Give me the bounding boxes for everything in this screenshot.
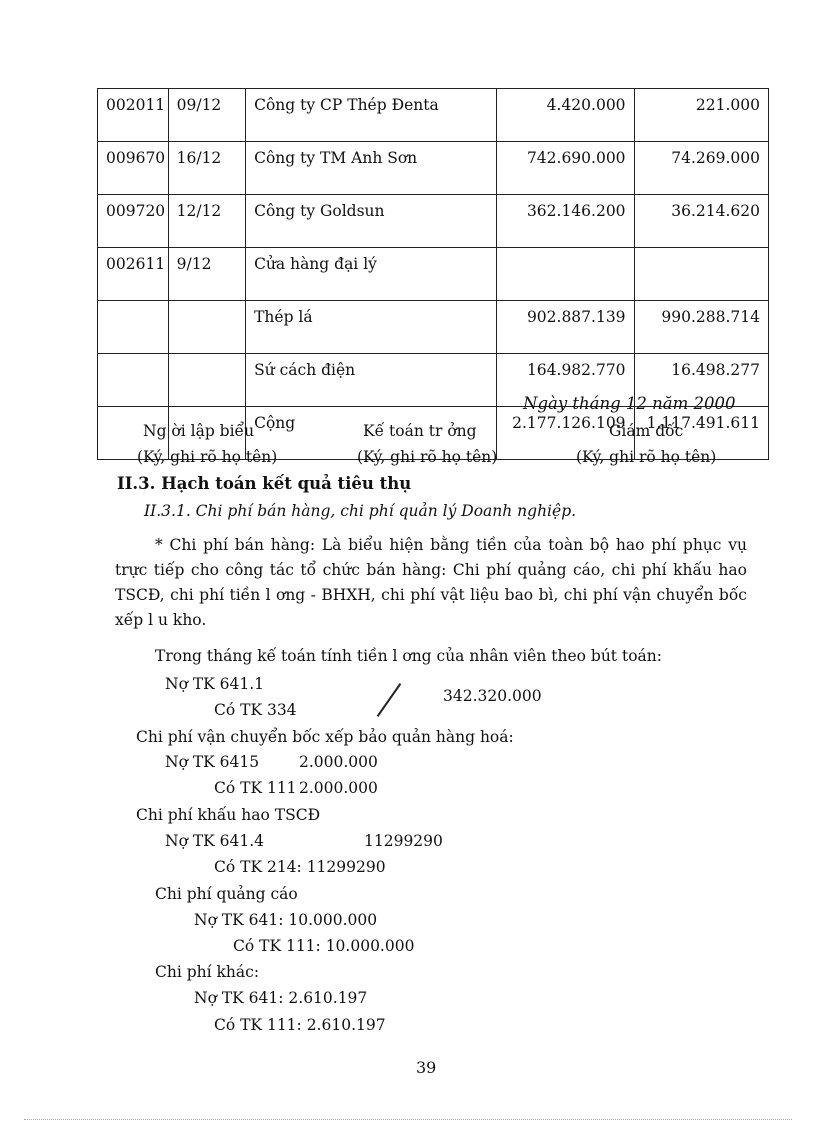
revenue-cell xyxy=(496,248,634,301)
tax-cell: 990.288.714 xyxy=(634,301,768,354)
accountant-title: Kế toán tr ởng xyxy=(363,422,477,440)
ads-debit: Nợ TK 641: 10.000.000 xyxy=(194,911,378,929)
invoice-date-cell: 9/12 xyxy=(168,248,245,301)
depreciation-debit: Nợ TK 641.4 xyxy=(165,832,265,850)
invoice-date-cell: 16/12 xyxy=(168,142,245,195)
page-bottom-border xyxy=(24,1119,792,1120)
other-debit: Nợ TK 641: 2.610.197 xyxy=(194,989,368,1007)
invoice-date-cell xyxy=(168,301,245,354)
invoice-number-cell: 009670 xyxy=(98,142,169,195)
depreciation-amount: 11299290 xyxy=(364,832,443,850)
revenue-cell: 742.690.000 xyxy=(496,142,634,195)
table-row xyxy=(98,248,769,301)
table-row xyxy=(98,301,769,354)
preparer-title: Ng ời lập biểu xyxy=(143,422,255,440)
tax-cell: 36.214.620 xyxy=(634,195,768,248)
section-heading: II.3. Hạch toán kết quả tiêu thụ xyxy=(117,474,412,493)
salary-amount: 342.320.000 xyxy=(443,687,542,705)
salary-intro: Trong tháng kế toán tính tiền l ơng của nhân viên theo bút toán: xyxy=(155,647,662,665)
director-signature-note: (Ký, ghi rõ họ tên) xyxy=(576,448,717,466)
invoice-date-cell xyxy=(168,354,245,407)
tax-total-cell: 1.117.491.611 xyxy=(634,407,768,460)
table-row xyxy=(98,142,769,195)
revenue-total-cell: 2.177.126.109 xyxy=(496,407,634,460)
customer-cell: Công ty Goldsun xyxy=(246,195,497,248)
tax-cell: 221.000 xyxy=(634,89,768,142)
ads-credit: Có TK 111: 10.000.000 xyxy=(233,937,415,955)
invoice-date-cell: 12/12 xyxy=(168,195,245,248)
other-title: Chi phí khác: xyxy=(155,963,260,981)
revenue-cell: 902.887.139 xyxy=(496,301,634,354)
ads-title: Chi phí quảng cáo xyxy=(155,885,298,903)
transport-debit-amount: 2.000.000 xyxy=(299,753,378,771)
invoice-number-cell xyxy=(98,354,169,407)
invoice-date-cell: 09/12 xyxy=(168,89,245,142)
page-number: 39 xyxy=(416,1058,437,1077)
tax-cell xyxy=(634,248,768,301)
director-title: Giám đốc xyxy=(609,422,684,440)
customer-cell: Sứ cách điện xyxy=(246,354,497,407)
salary-credit: Có TK 334 xyxy=(214,701,297,719)
depreciation-title: Chi phí khấu hao TSCĐ xyxy=(136,806,321,824)
invoice-number-cell: 002011 xyxy=(98,89,169,142)
depreciation-credit: Có TK 214: 11299290 xyxy=(214,858,386,876)
revenue-cell: 164.982.770 xyxy=(496,354,634,407)
tax-cell: 74.269.000 xyxy=(634,142,768,195)
invoice-number-cell xyxy=(98,301,169,354)
total-label-cell: Cộng xyxy=(246,407,497,460)
other-credit: Có TK 111: 2.610.197 xyxy=(214,1016,386,1034)
customer-cell: Công ty TM Anh Sơn xyxy=(246,142,497,195)
invoice-number-cell: 002611 xyxy=(98,248,169,301)
customer-cell: Cửa hàng đại lý xyxy=(246,248,497,301)
date-line: Ngày tháng 12 năm 2000 xyxy=(523,394,736,413)
preparer-signature-note: (Ký, ghi rõ họ tên) xyxy=(137,448,278,466)
transport-debit: Nợ TK 6415 xyxy=(165,753,260,771)
invoice-number-cell: 009720 xyxy=(98,195,169,248)
table-row xyxy=(98,195,769,248)
accountant-signature-note: (Ký, ghi rõ họ tên) xyxy=(357,448,498,466)
transport-title: Chi phí vận chuyển bốc xếp bảo quản hàng hoá: xyxy=(136,728,514,746)
salary-debit: Nợ TK 641.1 xyxy=(165,675,265,693)
slash-mark xyxy=(377,683,402,717)
revenue-cell: 362.146.200 xyxy=(496,195,634,248)
subsection-heading: II.3.1. Chi phí bán hàng, chi phí quản lý Doanh nghiệp. xyxy=(144,502,577,520)
transport-credit: Có TK 111 xyxy=(214,779,297,797)
tax-cell: 16.498.277 xyxy=(634,354,768,407)
selling-cost-paragraph: * Chi phí bán hàng: Là biểu hiện bằng tiền của toàn bộ hao phí phục vụ trực tiếp cho công tác tổ chức bán hàng: Chi phí quảng cáo, chi phí khấu hao TSCĐ, chi phí tiền l ơng - BHXH, chi phí vật liệu bao bì, chi phí vận chuyển bốc xếp l u kho. xyxy=(115,536,747,629)
table-row xyxy=(98,89,769,142)
transport-credit-amount: 2.000.000 xyxy=(299,779,378,797)
revenue-cell: 4.420.000 xyxy=(496,89,634,142)
customer-cell: Thép lá xyxy=(246,301,497,354)
customer-cell: Công ty CP Thép Đenta xyxy=(246,89,497,142)
